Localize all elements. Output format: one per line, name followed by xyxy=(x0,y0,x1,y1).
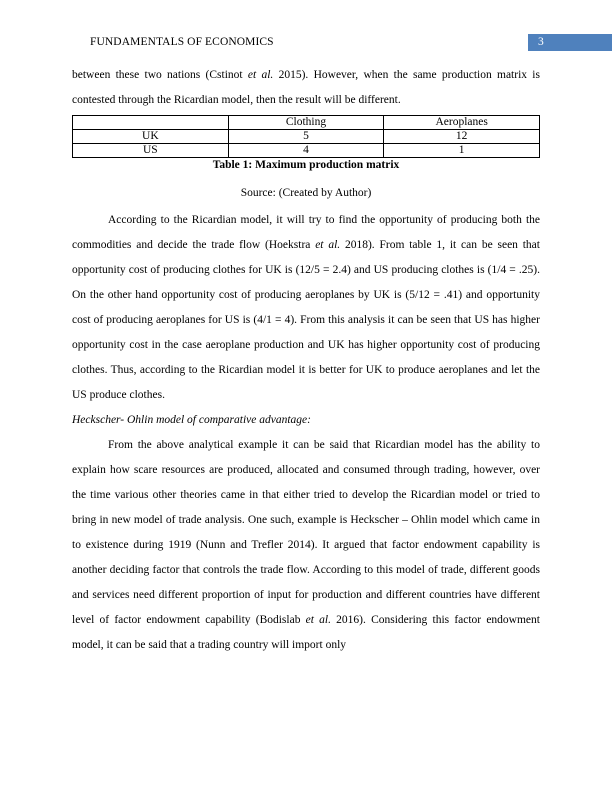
ricardian-paragraph xyxy=(72,208,540,408)
section-subheading: Heckscher- Ohlin model of comparative advantage: xyxy=(72,414,311,426)
table-row xyxy=(73,144,540,158)
table-cell: 1 xyxy=(384,144,540,158)
page-number: 3 xyxy=(528,34,612,51)
table-cell: UK xyxy=(73,130,229,144)
document-body xyxy=(72,63,540,658)
para1-text-pre: According to the Ricardian model, it will try to find the opportunity of producing both the commodities and decide the trade flow (Hoekstra xyxy=(72,214,540,251)
intro-text-post: 2015). However, when the same production matrix is contested through the Ricardian model, then the result will be different. xyxy=(72,69,540,106)
table-header-cell: Clothing xyxy=(228,116,384,130)
production-matrix-table xyxy=(72,115,540,158)
heckscher-ohlin-paragraph xyxy=(72,433,540,658)
para2-text-pre: From the above analytical example it can be said that Ricardian model has the ability to explain how scare resources are produced, allocated and consumed through trading, however, over the time various other theories came in that either tried to develop the Ricardian model or tried to bring in new model of trade analysis. One such, example is Heckscher – Ohlin model which came in to existence during 1919 (Nunn and Trefler 2014). It argued that factor endowment capability is another deciding factor that controls the trade flow. According to this model of trade, different goods and services need different proportion of input for production and different countries have different level of factor endowment capability (Bodislab xyxy=(72,439,540,626)
para2-etal: et al. xyxy=(305,614,331,626)
table-header-cell xyxy=(73,116,229,130)
table-cell: 5 xyxy=(228,130,384,144)
para1-text-post: 2018). From table 1, it can be seen that opportunity cost of producing clothes for UK is (12/5 = 2.4) and US producing clothes is (1/4 = .25). On the other hand opportunity cost of producing aeroplanes by UK is (5/12 = .41) and opportunity cost of producing aeroplanes for US is (4/1 = 4). From this analysis it can be seen that US has higher opportunity cost in the case aeroplane production and UK has higher opportunity cost of producing clothes. Thus, according to the Ricardian model it is better for UK to produce aeroplanes and let the US produce clothes. xyxy=(72,239,540,401)
running-header-title: FUNDAMENTALS OF ECONOMICS xyxy=(90,36,274,48)
intro-paragraph xyxy=(72,63,540,113)
table-cell: US xyxy=(73,144,229,158)
table-row xyxy=(73,130,540,144)
table-header-cell: Aeroplanes xyxy=(384,116,540,130)
intro-text-pre: between these two nations (Cstinot xyxy=(72,69,248,81)
para1-etal: et al. xyxy=(315,239,341,251)
table-cell: 4 xyxy=(228,144,384,158)
table-source: Source: (Created by Author) xyxy=(240,187,372,199)
table-caption: Table 1: Maximum production matrix xyxy=(212,159,400,171)
table-cell: 12 xyxy=(384,130,540,144)
table-header-row xyxy=(73,116,540,130)
para2-text-post: 2016). Considering this factor endowment model, it can be said that a trading country will import only xyxy=(72,614,540,651)
intro-etal: et al. xyxy=(247,69,274,81)
